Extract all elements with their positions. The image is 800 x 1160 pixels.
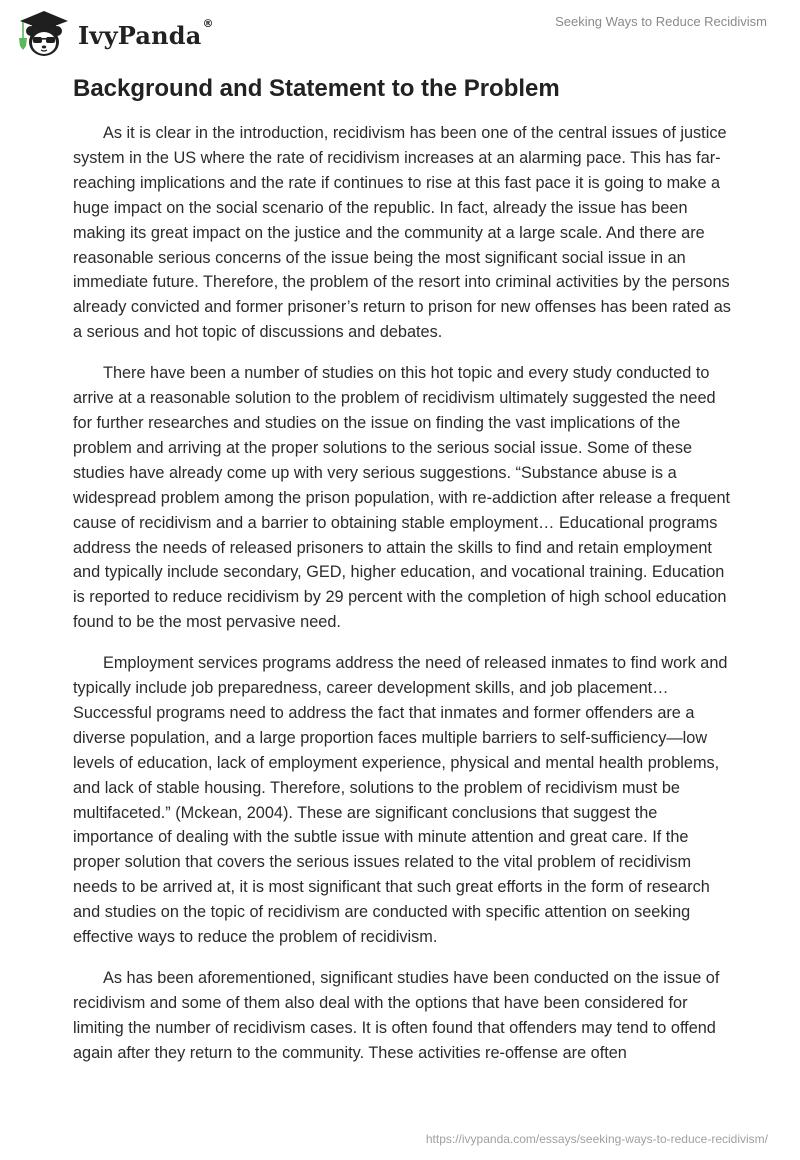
panda-graduation-cap-icon	[16, 8, 72, 60]
section-heading: Background and Statement to the Problem	[73, 75, 560, 102]
paragraph-4: As has been aforementioned, significant studies have been conducted on the issue of recidivism and some of them also deal with the options that have been considered for limiting the number of recidivism cases. It is often found that offenders may tend to offend again after they return to the community. These activities re-offense are often	[73, 969, 720, 1062]
source-url-link[interactable]: https://ivypanda.com/essays/seeking-ways-to-reduce-recidivism/	[425, 1132, 768, 1146]
page-header	[0, 0, 800, 60]
document-title: Seeking Ways to Reduce Recidivism	[555, 14, 767, 29]
ivypanda-logo-link[interactable]	[16, 8, 214, 60]
brand-name: IvyPanda®	[78, 16, 214, 50]
article-body	[73, 72, 733, 1066]
paragraph-1: As it is clear in the introduction, recidivism has been one of the central issues of justice system in the US where the rate of recidivism increases at an alarming pace. This has far-reaching implications and the rate if continues to rise at this fast pace it is going to make a huge impact on the social scenario of the republic. In fact, already the issue has been making its great impact on the justice and the community at a large scale. And there are reasonable serious concerns of the issue being the most significant social issue in an immediate future. Therefore, the problem of the resort into criminal activities by the persons already convicted and former prisoner’s return to prison for new offenses has been rated as a serious and hot topic of discussions and debates.	[73, 124, 731, 342]
registered-mark: ®	[202, 16, 214, 30]
paragraph-3: Employment services programs address the need of released inmates to find work and typically include job preparedness, career development skills, and job placement… Successful programs need to address the fact that inmates and former offenders are a diverse population, and a large proportion faces multiple barriers to self-sufficiency—low levels of education, lack of employment experience, physical and mental health problems, and lack of stable housing. Therefore, solutions to the problem of recidivism must be multifaceted.” (Mckean, 2004). These are significant conclusions that suggest the importance of dealing with the subtle issue with minute attention and great care. If the proper solution that covers the serious issues related to the vital problem of recidivism needs to be arrived at, it is most significant that such great efforts in the form of research and studies on the topic of recidivism are conducted with specific attention on seeking effective ways to reduce the problem of recidivism.	[73, 654, 728, 947]
paragraph-2: There have been a number of studies on this hot topic and every study conducted to arrive at a reasonable solution to the problem of recidivism ultimately suggested the need for further researches and studies on the issue on finding the vast implications of the problem and arriving at the proper solutions to the serious social issue. Some of these studies have already come up with very serious suggestions. “Substance abuse is a widespread problem among the prison population, with re-addiction after release a frequent cause of recidivism and a barrier to obtaining stable employment… Educational programs address the needs of released prisoners to attain the skills to find and retain employment and typically include secondary, GED, higher education, and vocational training. Education is reported to reduce recidivism by 29 percent with the completion of high school education found to be the most pervasive need.	[73, 364, 731, 632]
